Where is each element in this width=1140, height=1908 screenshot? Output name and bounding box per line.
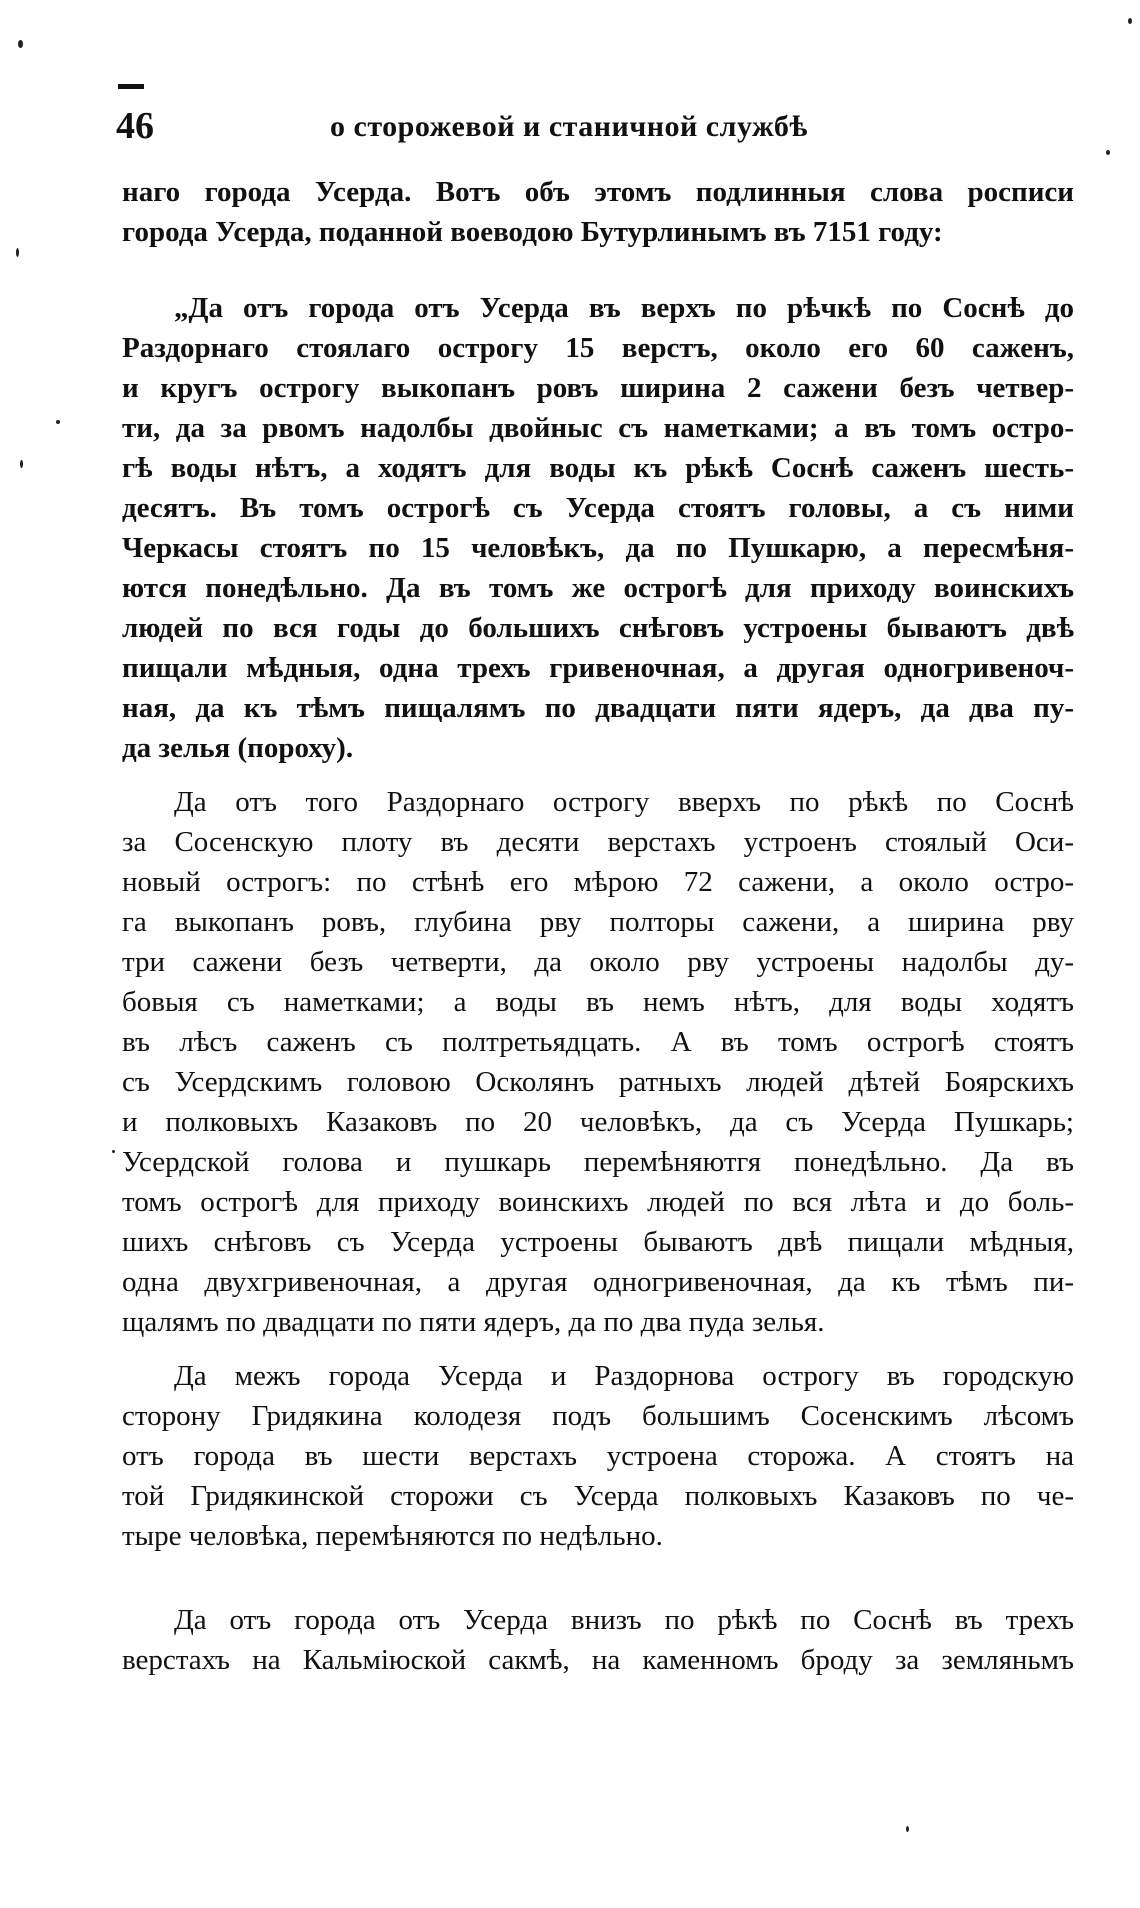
scan-speck [1106, 150, 1110, 155]
text-line: за Сосенскую плоту въ десяти верстахъ устроенъ стоялый Оси- [122, 826, 1074, 858]
running-title: о сторожевой и станичной службѣ [330, 110, 808, 143]
paragraph-gridyakin [122, 1356, 1074, 1556]
text-line: съ Усердскимъ головою Осколянъ ратныхъ людей дѣтей Боярскихъ [122, 1066, 1074, 1098]
scan-speck [1128, 18, 1132, 24]
text-line: га выкопанъ ровъ, глубина рву полторы сажени, а ширина рву [122, 906, 1074, 938]
text-line: одна двухгривеночная, а другая одногривеночная, да къ тѣмъ пи- [122, 1266, 1074, 1298]
scan-speck [112, 1150, 115, 1153]
text-line: сторону Гридякина колодезя подъ большимъ Сосенскимъ лѣсомъ [122, 1400, 1074, 1432]
text-line: Да межъ города Усерда и Раздорнова острогу въ городскую [174, 1360, 1074, 1392]
text-line: наго города Усерда. Вотъ объ этомъ подлинныя слова росписи [122, 176, 1074, 208]
text-line: отъ города въ шести верстахъ устроена сторожа. А стоятъ на [122, 1440, 1074, 1472]
text-line: щалямъ по двадцати по пяти ядеръ, да по два пуда зелья. [122, 1306, 825, 1338]
scan-speck [16, 248, 19, 257]
text-line: да зелья (пороху). [122, 732, 354, 764]
text-line: томъ острогѣ для приходу воинскихъ людей по вся лѣта и до боль- [122, 1186, 1074, 1218]
text-line: города Усерда, поданной воеводою Бутурлинымъ въ 7151 году: [122, 216, 943, 248]
page-number: 46 [116, 105, 154, 147]
scan-speck [906, 1826, 909, 1832]
text-line: новый острогъ: по стѣнѣ его мѣрою 72 сажени, а около остро- [122, 866, 1074, 898]
scan-speck [18, 40, 23, 48]
text-line: шихъ снѣговъ съ Усерда устроены бываютъ двѣ пищали мѣдныя, [122, 1226, 1074, 1258]
text-line: ются понедѣльно. Да въ томъ же острогѣ для приходу воинскихъ [122, 572, 1074, 604]
paragraph-intro [122, 172, 1074, 252]
top-dash-mark [118, 84, 144, 89]
text-line: Да отъ города отъ Усерда внизъ по рѣкѣ по Соснѣ въ трехъ [174, 1604, 1074, 1636]
text-line: десятъ. Въ томъ острогѣ съ Усерда стоятъ головы, а съ ними [122, 492, 1074, 524]
text-line: той Гридякинской сторожи съ Усерда полковыхъ Казаковъ по че- [122, 1480, 1074, 1512]
text-line: бовыя съ наметками; а воды въ немъ нѣтъ, для воды ходятъ [122, 986, 1074, 1018]
text-line: пищали мѣдныя, одна трехъ гривеночная, а другая одногривеноч- [122, 652, 1074, 684]
text-line: ная, да къ тѣмъ пищалямъ по двадцати пяти ядеръ, да два пу- [122, 692, 1074, 724]
text-line: Черкасы стоятъ по 15 человѣкъ, да по Пушкарю, а пересмѣня- [122, 532, 1074, 564]
text-line: Да отъ того Раздорнаго острогу вверхъ по рѣкѣ по Соснѣ [174, 786, 1074, 818]
text-line: и кругъ острогу выкопанъ ровъ ширина 2 сажени безъ четвер- [122, 372, 1074, 404]
paragraph-kalmius [122, 1600, 1074, 1680]
text-line: гѣ воды нѣтъ, а ходятъ для воды къ рѣкѣ Соснѣ саженъ шесть- [122, 452, 1074, 484]
scan-speck [20, 460, 23, 468]
text-line: людей по вся годы до большихъ снѣговъ устроены бываютъ двѣ [122, 612, 1074, 644]
text-line: верстахъ на Кальміюской сакмѣ, на каменномъ броду за земляньмъ [122, 1644, 1074, 1676]
text-line: „Да отъ города отъ Усерда въ верхъ по рѣчкѣ по Соснѣ до [174, 292, 1074, 324]
text-line: три сажени безъ четверти, да около рву устроены надолбы ду- [122, 946, 1074, 978]
text-line: Раздорнаго стоялаго острогу 15 верстъ, около его 60 саженъ, [122, 332, 1074, 364]
text-line: Усердской голова и пушкарь перемѣняютгя понедѣльно. Да въ [122, 1146, 1074, 1178]
text-line: ти, да за рвомъ надолбы двойныс съ наметками; а въ томъ остро- [122, 412, 1074, 444]
paragraph-osinovy [122, 782, 1074, 1342]
scan-speck [56, 420, 60, 424]
paragraph-quote [122, 288, 1074, 768]
text-line: въ лѣсъ саженъ съ полтретьядцать. А въ томъ острогѣ стоятъ [122, 1026, 1074, 1058]
text-line: и полковыхъ Казаковъ по 20 человѣкъ, да съ Усерда Пушкарь; [122, 1106, 1074, 1138]
text-line: тыре человѣка, перемѣняются по недѣльно. [122, 1520, 663, 1552]
